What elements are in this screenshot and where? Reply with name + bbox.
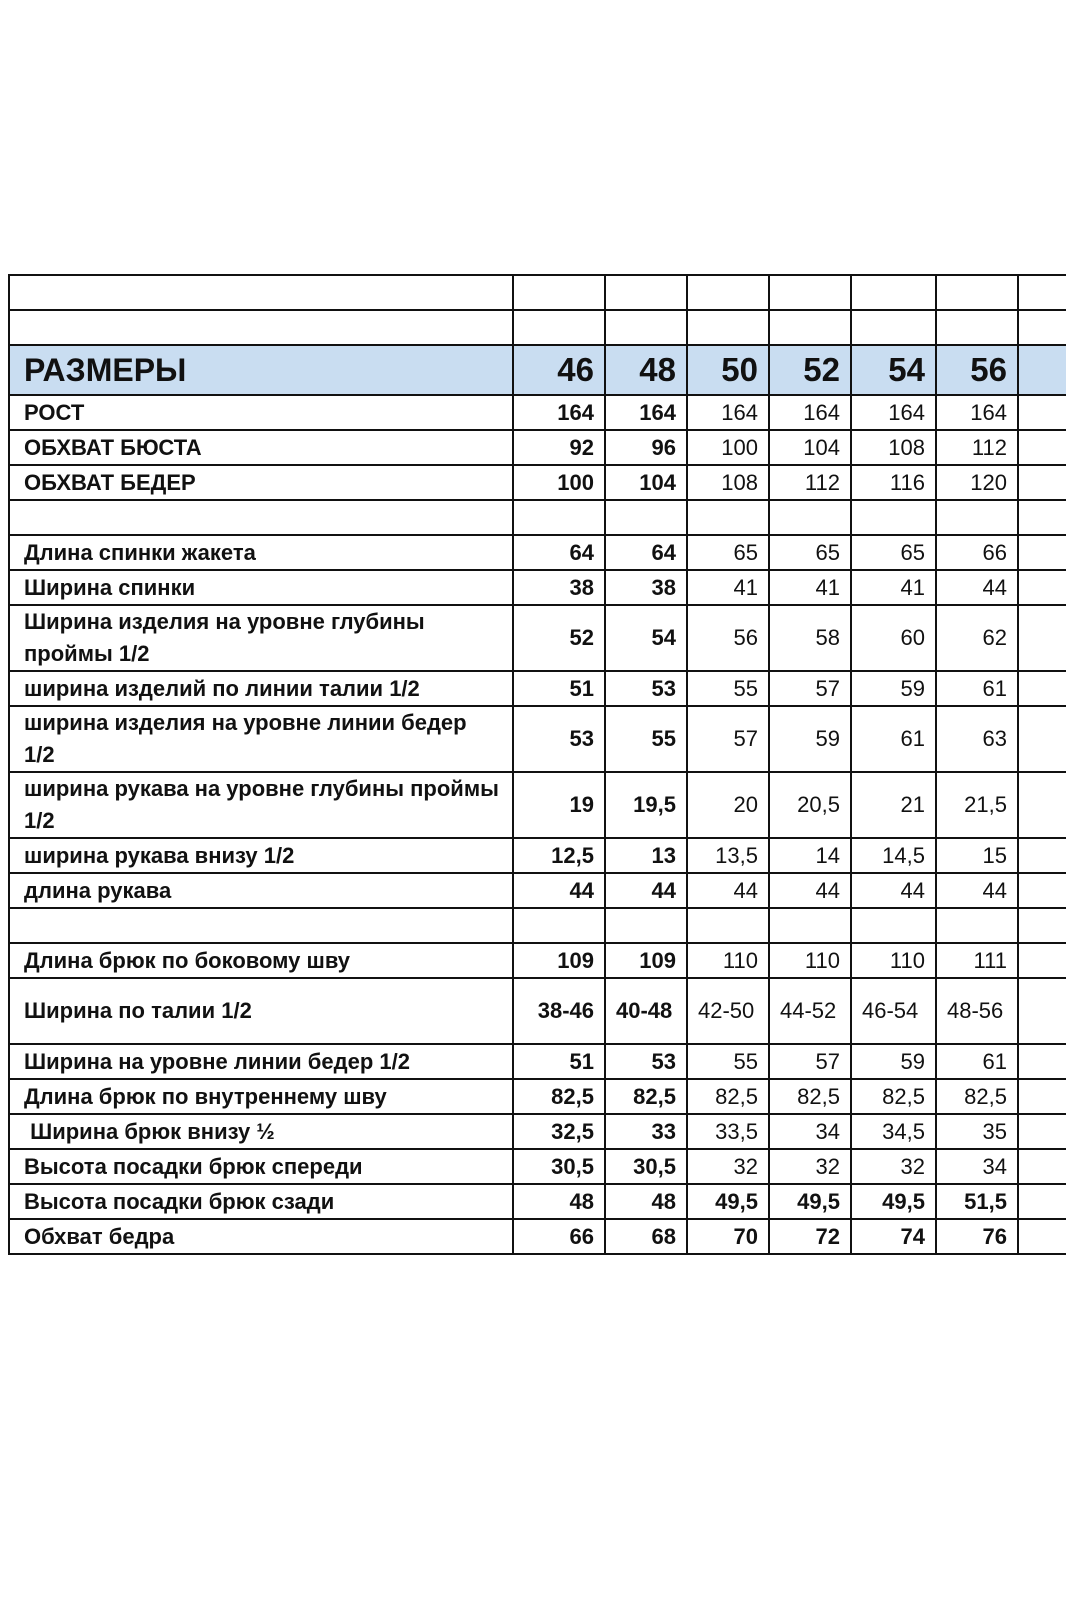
cell: 111 xyxy=(936,943,1018,978)
row-label: Ширина на уровне линии бедер 1/2 xyxy=(9,1044,513,1079)
table-row xyxy=(9,706,1066,772)
table-row xyxy=(9,838,1066,873)
sizes-header-row xyxy=(9,345,1066,395)
row-label: ширина изделия на уровне линии бедер 1/2 xyxy=(9,706,513,772)
cell: 70 xyxy=(687,1219,769,1254)
row-label: Обхват бедра xyxy=(9,1219,513,1254)
cell: 164 xyxy=(769,395,851,430)
table-row xyxy=(9,943,1066,978)
cell: 44 xyxy=(769,873,851,908)
cell: 51,5 xyxy=(936,1184,1018,1219)
empty-row xyxy=(9,310,1066,345)
row-label: Ширина спинки xyxy=(9,570,513,605)
cell: 64 xyxy=(513,535,605,570)
row-label: Длина спинки жакета xyxy=(9,535,513,570)
cell: 44 xyxy=(605,873,687,908)
cell: 58 xyxy=(769,605,851,671)
cell: 61 xyxy=(851,706,936,772)
table-row xyxy=(9,1149,1066,1184)
cell: 34 xyxy=(936,1149,1018,1184)
row-label: ОБХВАТ БЮСТА xyxy=(9,430,513,465)
cell: 82,5 xyxy=(936,1079,1018,1114)
cell: 53 xyxy=(513,706,605,772)
cell: 57 xyxy=(687,706,769,772)
cell: 52 xyxy=(513,605,605,671)
cell: 112 xyxy=(936,430,1018,465)
cell: 110 xyxy=(687,943,769,978)
cell: 112 xyxy=(769,465,851,500)
cell: 48 xyxy=(513,1184,605,1219)
cell: 13 xyxy=(605,838,687,873)
row-label: Высота посадки брюк спереди xyxy=(9,1149,513,1184)
cell: 120 xyxy=(936,465,1018,500)
cell: 49,5 xyxy=(687,1184,769,1219)
cell: 59 xyxy=(851,671,936,706)
size-50: 50 xyxy=(687,345,769,395)
cell: 41 xyxy=(687,570,769,605)
cell: 15 xyxy=(936,838,1018,873)
cell: 48-56 xyxy=(936,978,1018,1044)
cell: 38 xyxy=(605,570,687,605)
table-row xyxy=(9,1184,1066,1219)
cell: 40-48 xyxy=(605,978,687,1044)
cell: 110 xyxy=(851,943,936,978)
cell: 164 xyxy=(687,395,769,430)
cell: 48 xyxy=(605,1184,687,1219)
cell: 41 xyxy=(769,570,851,605)
cell: 100 xyxy=(687,430,769,465)
cell: 65 xyxy=(851,535,936,570)
cell: 53 xyxy=(605,671,687,706)
table-row xyxy=(9,1219,1066,1254)
cell: 82,5 xyxy=(513,1079,605,1114)
cell: 51 xyxy=(513,1044,605,1079)
cell: 41 xyxy=(851,570,936,605)
size-48: 48 xyxy=(605,345,687,395)
cell: 110 xyxy=(769,943,851,978)
cell: 32 xyxy=(687,1149,769,1184)
table-row xyxy=(9,1079,1066,1114)
size-46: 46 xyxy=(513,345,605,395)
cell: 19 xyxy=(513,772,605,838)
table-row xyxy=(9,605,1066,671)
cell: 44 xyxy=(513,873,605,908)
cell: 92 xyxy=(513,430,605,465)
table-row xyxy=(9,570,1066,605)
cell: 61 xyxy=(936,1044,1018,1079)
cell: 65 xyxy=(769,535,851,570)
cell: 44 xyxy=(936,570,1018,605)
cell: 19,5 xyxy=(605,772,687,838)
cell: 32 xyxy=(769,1149,851,1184)
size-table xyxy=(8,274,1066,1255)
table-row xyxy=(9,1114,1066,1149)
cell: 104 xyxy=(605,465,687,500)
cell: 76 xyxy=(936,1219,1018,1254)
cell: 44 xyxy=(936,873,1018,908)
cell: 30,5 xyxy=(605,1149,687,1184)
empty-row xyxy=(9,500,1066,535)
row-label: Ширина изделия на уровне глубины проймы 1/2 xyxy=(9,605,513,671)
cell: 14 xyxy=(769,838,851,873)
cell: 82,5 xyxy=(769,1079,851,1114)
row-label: длина рукава xyxy=(9,873,513,908)
cell: 164 xyxy=(605,395,687,430)
cell: 32,5 xyxy=(513,1114,605,1149)
cell: 60 xyxy=(851,605,936,671)
cell: 33,5 xyxy=(687,1114,769,1149)
cell: 53 xyxy=(605,1044,687,1079)
cell: 21 xyxy=(851,772,936,838)
table-row xyxy=(9,465,1066,500)
size-chart xyxy=(8,274,1066,1255)
table-row xyxy=(9,772,1066,838)
cell: 116 xyxy=(851,465,936,500)
cell: 82,5 xyxy=(851,1079,936,1114)
cell: 64 xyxy=(605,535,687,570)
cell: 63 xyxy=(936,706,1018,772)
size-54: 54 xyxy=(851,345,936,395)
cell: 21,5 xyxy=(936,772,1018,838)
table-row xyxy=(9,430,1066,465)
cell: 56 xyxy=(687,605,769,671)
cell: 49,5 xyxy=(851,1184,936,1219)
cell: 30,5 xyxy=(513,1149,605,1184)
cell: 14,5 xyxy=(851,838,936,873)
cell: 59 xyxy=(769,706,851,772)
cell: 34 xyxy=(769,1114,851,1149)
row-label: Высота посадки брюк сзади xyxy=(9,1184,513,1219)
cell: 32 xyxy=(851,1149,936,1184)
cell: 57 xyxy=(769,1044,851,1079)
cell: 20,5 xyxy=(769,772,851,838)
size-56: 56 xyxy=(936,345,1018,395)
row-label: Длина брюк по внутреннему шву xyxy=(9,1079,513,1114)
cell: 55 xyxy=(687,671,769,706)
cell: 96 xyxy=(605,430,687,465)
cell: 104 xyxy=(769,430,851,465)
cell: 38-46 xyxy=(513,978,605,1044)
cell: 13,5 xyxy=(687,838,769,873)
cell: 35 xyxy=(936,1114,1018,1149)
cell: 62 xyxy=(936,605,1018,671)
cell: 20 xyxy=(687,772,769,838)
row-label: Ширина по талии 1/2 xyxy=(9,978,513,1044)
table-row xyxy=(9,395,1066,430)
row-label: Длина брюк по боковому шву xyxy=(9,943,513,978)
cell: 34,5 xyxy=(851,1114,936,1149)
cell: 44 xyxy=(851,873,936,908)
row-label: ОБХВАТ БЕДЕР xyxy=(9,465,513,500)
cell: 42-50 xyxy=(687,978,769,1044)
cell: 82,5 xyxy=(605,1079,687,1114)
cell: 164 xyxy=(513,395,605,430)
row-label: Ширина брюк внизу ½ xyxy=(9,1114,513,1149)
cell: 59 xyxy=(851,1044,936,1079)
table-row xyxy=(9,1044,1066,1079)
cell: 55 xyxy=(605,706,687,772)
cell: 46-54 xyxy=(851,978,936,1044)
row-label: ширина изделий по линии талии 1/2 xyxy=(9,671,513,706)
cell: 100 xyxy=(513,465,605,500)
table-row xyxy=(9,671,1066,706)
cell: 55 xyxy=(687,1044,769,1079)
row-label: ширина рукава внизу 1/2 xyxy=(9,838,513,873)
cell: 68 xyxy=(605,1219,687,1254)
cell: 54 xyxy=(605,605,687,671)
cell: 108 xyxy=(687,465,769,500)
row-label: ширина рукава на уровне глубины проймы 1/2 xyxy=(9,772,513,838)
empty-row xyxy=(9,275,1066,310)
cell: 66 xyxy=(936,535,1018,570)
cell: 66 xyxy=(513,1219,605,1254)
empty-row xyxy=(9,908,1066,943)
table-row xyxy=(9,978,1066,1044)
cell: 44 xyxy=(687,873,769,908)
table-row xyxy=(9,535,1066,570)
cell: 49,5 xyxy=(769,1184,851,1219)
cell: 57 xyxy=(769,671,851,706)
cell: 33 xyxy=(605,1114,687,1149)
cell: 51 xyxy=(513,671,605,706)
row-label: РОСТ xyxy=(9,395,513,430)
size-52: 52 xyxy=(769,345,851,395)
cell: 65 xyxy=(687,535,769,570)
cell: 72 xyxy=(769,1219,851,1254)
cell: 164 xyxy=(936,395,1018,430)
cell: 74 xyxy=(851,1219,936,1254)
table-row xyxy=(9,873,1066,908)
sizes-header-label: РАЗМЕРЫ xyxy=(9,345,513,395)
cell: 109 xyxy=(605,943,687,978)
cell: 109 xyxy=(513,943,605,978)
cell: 61 xyxy=(936,671,1018,706)
cell: 82,5 xyxy=(687,1079,769,1114)
cell: 108 xyxy=(851,430,936,465)
cell: 38 xyxy=(513,570,605,605)
cell: 164 xyxy=(851,395,936,430)
cell: 44-52 xyxy=(769,978,851,1044)
cell: 12,5 xyxy=(513,838,605,873)
